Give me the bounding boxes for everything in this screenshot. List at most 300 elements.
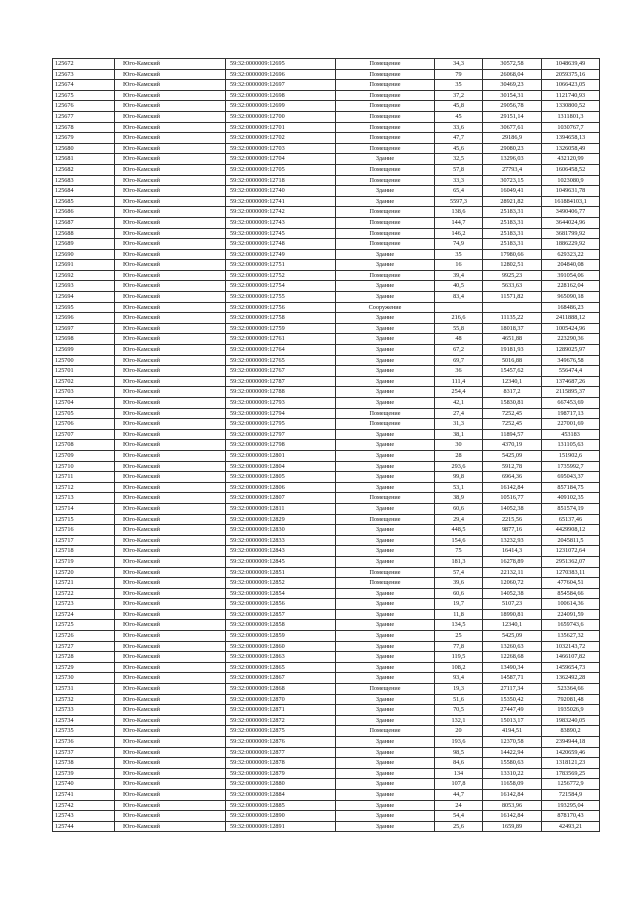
cadastral-number-cell: 59:32:0000009:12740	[226, 186, 336, 197]
cadastral-value-cell: 151902,6	[542, 450, 600, 461]
cadastral-number-cell: 59:32:0000009:12872	[226, 715, 336, 726]
table-row	[53, 503, 600, 514]
object-type-cell: Здание	[336, 154, 435, 165]
table-row	[53, 684, 600, 695]
district-cell: Юго-Камский	[115, 758, 226, 769]
row-number: 125680	[53, 143, 115, 154]
row-number: 125730	[53, 673, 115, 684]
cadastral-number-cell: 59:32:0000009:12851	[226, 567, 336, 578]
cadastral-value-cell: 1231072,64	[542, 546, 600, 557]
area-cell: 27,4	[435, 408, 483, 419]
object-type-cell: Помещение	[336, 419, 435, 430]
cadastral-number-cell: 59:32:0000009:12793	[226, 398, 336, 409]
cadastral-value-cell: 556474,4	[542, 366, 600, 377]
object-type-cell: Помещение	[336, 567, 435, 578]
area-cell: 37,2	[435, 90, 483, 101]
area-cell: 98,5	[435, 747, 483, 758]
cadastral-value-cell: 432120,99	[542, 154, 600, 165]
row-number: 125720	[53, 567, 115, 578]
area-cell: 93,4	[435, 673, 483, 684]
area-cell: 36	[435, 366, 483, 377]
district-cell: Юго-Камский	[115, 514, 226, 525]
area-cell: 77,8	[435, 641, 483, 652]
area-cell: 448,5	[435, 525, 483, 536]
table-row	[53, 133, 600, 144]
row-number: 125733	[53, 705, 115, 716]
district-cell: Юго-Камский	[115, 673, 226, 684]
cadastral-number-cell: 59:32:0000009:12797	[226, 429, 336, 440]
cadastral-number-cell: 59:32:0000009:12854	[226, 588, 336, 599]
table-row	[53, 546, 600, 557]
cadastral-value-cell: 1420659,46	[542, 747, 600, 758]
row-number: 125704	[53, 398, 115, 409]
unit-value-cell: 15013,17	[483, 715, 542, 726]
cadastral-value-cell: 857184,75	[542, 482, 600, 493]
cadastral-value-cell: 2115895,37	[542, 387, 600, 398]
area-cell: 48	[435, 334, 483, 345]
area-cell: 28	[435, 450, 483, 461]
cadastral-value-cell: 1983240,05	[542, 715, 600, 726]
area-cell: 45,6	[435, 143, 483, 154]
row-number: 125724	[53, 609, 115, 620]
area-cell: 107,8	[435, 779, 483, 790]
cadastral-number-cell: 59:32:0000009:12858	[226, 620, 336, 631]
cadastral-value-cell: 1318121,23	[542, 758, 600, 769]
object-type-cell: Помещение	[336, 143, 435, 154]
table-row	[53, 609, 600, 620]
cadastral-number-cell: 59:32:0000009:12759	[226, 323, 336, 334]
unit-value-cell: 16278,89	[483, 556, 542, 567]
cadastral-number-cell: 59:32:0000009:12891	[226, 821, 336, 832]
object-type-cell: Помещение	[336, 101, 435, 112]
cadastral-value-cell: 1289025,97	[542, 345, 600, 356]
cadastral-value-cell: 100614,36	[542, 599, 600, 610]
district-cell: Юго-Камский	[115, 133, 226, 144]
district-cell: Юго-Камский	[115, 323, 226, 334]
unit-value-cell: 7252,45	[483, 419, 542, 430]
row-number: 125696	[53, 313, 115, 324]
cadastral-value-table	[52, 58, 600, 832]
district-cell: Юго-Камский	[115, 789, 226, 800]
row-number: 125706	[53, 419, 115, 430]
district-cell: Юго-Камский	[115, 143, 226, 154]
object-type-cell: Здание	[336, 355, 435, 366]
object-type-cell: Здание	[336, 292, 435, 303]
area-cell: 44,7	[435, 789, 483, 800]
object-type-cell: Здание	[336, 249, 435, 260]
district-cell: Юго-Камский	[115, 59, 226, 70]
table-row	[53, 461, 600, 472]
unit-value-cell: 11135,22	[483, 313, 542, 324]
cadastral-value-cell: 1362492,28	[542, 673, 600, 684]
cadastral-value-cell: 204840,08	[542, 260, 600, 271]
unit-value-cell: 12340,1	[483, 376, 542, 387]
unit-value-cell: 4651,88	[483, 334, 542, 345]
cadastral-number-cell: 59:32:0000009:12752	[226, 270, 336, 281]
unit-value-cell: 14052,38	[483, 503, 542, 514]
area-cell: 146,2	[435, 228, 483, 239]
unit-value-cell: 25183,31	[483, 207, 542, 218]
area-cell: 20	[435, 726, 483, 737]
unit-value-cell: 28921,82	[483, 196, 542, 207]
cadastral-value-cell: 65137,46	[542, 514, 600, 525]
cadastral-number-cell: 59:32:0000009:12857	[226, 609, 336, 620]
district-cell: Юго-Камский	[115, 186, 226, 197]
district-cell: Юго-Камский	[115, 715, 226, 726]
unit-value-cell: 14052,38	[483, 588, 542, 599]
table-row	[53, 164, 600, 175]
area-cell: 54,4	[435, 811, 483, 822]
cadastral-value-cell: 523364,66	[542, 684, 600, 695]
object-type-cell: Здание	[336, 366, 435, 377]
area-cell: 38,1	[435, 429, 483, 440]
cadastral-value-cell: 1049631,78	[542, 186, 600, 197]
table-row	[53, 387, 600, 398]
area-cell: 39,4	[435, 270, 483, 281]
cadastral-number-cell: 59:32:0000009:12884	[226, 789, 336, 800]
object-type-cell: Здание	[336, 620, 435, 631]
district-cell: Юго-Камский	[115, 588, 226, 599]
area-cell: 45,8	[435, 101, 483, 112]
district-cell: Юго-Камский	[115, 482, 226, 493]
district-cell: Юго-Камский	[115, 154, 226, 165]
unit-value-cell: 9925,23	[483, 270, 542, 281]
row-number: 125718	[53, 546, 115, 557]
district-cell: Юго-Камский	[115, 599, 226, 610]
row-number: 125675	[53, 90, 115, 101]
unit-value-cell: 13260,63	[483, 641, 542, 652]
row-number: 125687	[53, 217, 115, 228]
unit-value-cell: 5633,63	[483, 281, 542, 292]
district-cell: Юго-Камский	[115, 821, 226, 832]
district-cell: Юго-Камский	[115, 175, 226, 186]
unit-value-cell: 1659,89	[483, 821, 542, 832]
cadastral-number-cell: 59:32:0000009:12879	[226, 768, 336, 779]
cadastral-value-cell: 629323,22	[542, 249, 600, 260]
district-cell: Юго-Камский	[115, 376, 226, 387]
cadastral-number-cell: 59:32:0000009:12811	[226, 503, 336, 514]
unit-value-cell: 2215,56	[483, 514, 542, 525]
table-row	[53, 482, 600, 493]
cadastral-number-cell: 59:32:0000009:12741	[226, 196, 336, 207]
cadastral-number-cell: 59:32:0000009:12870	[226, 694, 336, 705]
area-cell: 99,8	[435, 472, 483, 483]
row-number: 125697	[53, 323, 115, 334]
area-cell: 57,8	[435, 164, 483, 175]
table-row	[53, 556, 600, 567]
object-type-cell: Здание	[336, 588, 435, 599]
unit-value-cell: 4194,51	[483, 726, 542, 737]
row-number: 125673	[53, 69, 115, 80]
table-row	[53, 217, 600, 228]
table-row	[53, 673, 600, 684]
district-cell: Юго-Камский	[115, 620, 226, 631]
table-row	[53, 726, 600, 737]
table-row	[53, 366, 600, 377]
row-number: 125741	[53, 789, 115, 800]
cadastral-number-cell: 59:32:0000009:12885	[226, 800, 336, 811]
area-cell: 24	[435, 800, 483, 811]
object-type-cell: Здание	[336, 631, 435, 642]
district-cell: Юго-Камский	[115, 546, 226, 557]
unit-value-cell: 13296,03	[483, 154, 542, 165]
unit-value-cell: 16049,41	[483, 186, 542, 197]
object-type-cell: Здание	[336, 196, 435, 207]
cadastral-number-cell: 59:32:0000009:12833	[226, 535, 336, 546]
area-cell: 144,7	[435, 217, 483, 228]
district-cell: Юго-Камский	[115, 90, 226, 101]
district-cell: Юго-Камский	[115, 239, 226, 250]
table-row	[53, 143, 600, 154]
row-number: 125677	[53, 111, 115, 122]
row-number: 125719	[53, 556, 115, 567]
object-type-cell: Помещение	[336, 270, 435, 281]
object-type-cell: Здание	[336, 789, 435, 800]
district-cell: Юго-Камский	[115, 768, 226, 779]
district-cell: Юго-Камский	[115, 567, 226, 578]
district-cell: Юго-Камский	[115, 249, 226, 260]
object-type-cell: Здание	[336, 747, 435, 758]
object-type-cell: Здание	[336, 737, 435, 748]
cadastral-number-cell: 59:32:0000009:12700	[226, 111, 336, 122]
object-type-cell: Помещение	[336, 578, 435, 589]
object-type-cell: Помещение	[336, 90, 435, 101]
table-row	[53, 789, 600, 800]
district-cell: Юго-Камский	[115, 556, 226, 567]
row-number: 125738	[53, 758, 115, 769]
area-cell: 38,9	[435, 493, 483, 504]
unit-value-cell: 25183,31	[483, 239, 542, 250]
district-cell: Юго-Камский	[115, 535, 226, 546]
cadastral-number-cell: 59:32:0000009:12754	[226, 281, 336, 292]
object-type-cell: Здание	[336, 313, 435, 324]
district-cell: Юго-Камский	[115, 292, 226, 303]
row-number: 125709	[53, 450, 115, 461]
row-number: 125740	[53, 779, 115, 790]
cadastral-number-cell: 59:32:0000009:12863	[226, 652, 336, 663]
object-type-cell: Здание	[336, 323, 435, 334]
cadastral-number-cell: 59:32:0000009:12845	[226, 556, 336, 567]
cadastral-value-cell: 3681799,92	[542, 228, 600, 239]
cadastral-number-cell: 59:32:0000009:12743	[226, 217, 336, 228]
district-cell: Юго-Камский	[115, 811, 226, 822]
cadastral-value-cell: 1270383,11	[542, 567, 600, 578]
table-row	[53, 493, 600, 504]
cadastral-number-cell: 59:32:0000009:12748	[226, 239, 336, 250]
cadastral-value-cell: 851574,19	[542, 503, 600, 514]
table-row	[53, 450, 600, 461]
cadastral-value-cell: 878170,43	[542, 811, 600, 822]
cadastral-value-cell: 1935026,9	[542, 705, 600, 716]
unit-value-cell: 15350,42	[483, 694, 542, 705]
area-cell: 39,6	[435, 578, 483, 589]
area-cell: 132,1	[435, 715, 483, 726]
table-row	[53, 631, 600, 642]
cadastral-number-cell: 59:32:0000009:12801	[226, 450, 336, 461]
object-type-cell: Здание	[336, 768, 435, 779]
area-cell: 216,6	[435, 313, 483, 324]
district-cell: Юго-Камский	[115, 270, 226, 281]
table-row	[53, 588, 600, 599]
area-cell: 33,3	[435, 175, 483, 186]
unit-value-cell: 22132,11	[483, 567, 542, 578]
table-row	[53, 662, 600, 673]
cadastral-value-cell: 1459654,73	[542, 662, 600, 673]
unit-value-cell: 15830,81	[483, 398, 542, 409]
cadastral-number-cell: 59:32:0000009:12806	[226, 482, 336, 493]
object-type-cell: Помещение	[336, 111, 435, 122]
object-type-cell: Здание	[336, 450, 435, 461]
area-cell: 33,6	[435, 122, 483, 133]
cadastral-value-cell: 2394944,18	[542, 737, 600, 748]
cadastral-value-cell: 792081,48	[542, 694, 600, 705]
district-cell: Юго-Камский	[115, 217, 226, 228]
table-row	[53, 779, 600, 790]
area-cell: 60,6	[435, 588, 483, 599]
district-cell: Юго-Камский	[115, 387, 226, 398]
area-cell: 16	[435, 260, 483, 271]
table-row	[53, 429, 600, 440]
table-row	[53, 355, 600, 366]
row-number: 125683	[53, 175, 115, 186]
table-row	[53, 578, 600, 589]
object-type-cell: Помещение	[336, 59, 435, 70]
row-number: 125707	[53, 429, 115, 440]
row-number: 125705	[53, 408, 115, 419]
object-type-cell: Здание	[336, 440, 435, 451]
unit-value-cell: 15580,63	[483, 758, 542, 769]
cadastral-number-cell: 59:32:0000009:12877	[226, 747, 336, 758]
object-type-cell: Здание	[336, 503, 435, 514]
cadastral-number-cell: 59:32:0000009:12795	[226, 419, 336, 430]
table-row	[53, 59, 600, 70]
object-type-cell: Здание	[336, 779, 435, 790]
table-row	[53, 747, 600, 758]
cadastral-number-cell: 59:32:0000009:12875	[226, 726, 336, 737]
area-cell: 29,4	[435, 514, 483, 525]
district-cell: Юго-Камский	[115, 228, 226, 239]
object-type-cell: Здание	[336, 800, 435, 811]
district-cell: Юго-Камский	[115, 472, 226, 483]
object-type-cell: Здание	[336, 705, 435, 716]
row-number: 125729	[53, 662, 115, 673]
cadastral-number-cell: 59:32:0000009:12876	[226, 737, 336, 748]
object-type-cell: Здание	[336, 472, 435, 483]
table-row	[53, 567, 600, 578]
unit-value-cell: 18990,81	[483, 609, 542, 620]
cadastral-value-cell: 1659743,6	[542, 620, 600, 631]
cadastral-number-cell: 59:32:0000009:12702	[226, 133, 336, 144]
district-cell: Юго-Камский	[115, 578, 226, 589]
row-number: 125692	[53, 270, 115, 281]
cadastral-value-cell: 1311801,3	[542, 111, 600, 122]
cadastral-value-cell: 1735992,7	[542, 461, 600, 472]
unit-value-cell: 8317,2	[483, 387, 542, 398]
cadastral-number-cell: 59:32:0000009:12701	[226, 122, 336, 133]
cadastral-value-cell: 168486,23	[542, 302, 600, 313]
object-type-cell: Помещение	[336, 684, 435, 695]
cadastral-number-cell: 59:32:0000009:12890	[226, 811, 336, 822]
object-type-cell: Помещение	[336, 69, 435, 80]
district-cell: Юго-Камский	[115, 196, 226, 207]
object-type-cell: Здание	[336, 334, 435, 345]
area-cell: 119,5	[435, 652, 483, 663]
cadastral-value-cell: 1032143,72	[542, 641, 600, 652]
row-number: 125727	[53, 641, 115, 652]
table-row	[53, 800, 600, 811]
row-number: 125701	[53, 366, 115, 377]
table-row	[53, 228, 600, 239]
row-number: 125716	[53, 525, 115, 536]
table-row	[53, 122, 600, 133]
cadastral-value-cell: 391054,06	[542, 270, 600, 281]
unit-value-cell: 16142,84	[483, 811, 542, 822]
row-number: 125728	[53, 652, 115, 663]
row-number: 125711	[53, 472, 115, 483]
unit-value-cell: 10516,77	[483, 493, 542, 504]
unit-value-cell: 25183,31	[483, 228, 542, 239]
district-cell: Юго-Камский	[115, 737, 226, 748]
cadastral-value-cell: 42493,21	[542, 821, 600, 832]
district-cell: Юго-Камский	[115, 440, 226, 451]
table-row	[53, 525, 600, 536]
row-number: 125736	[53, 737, 115, 748]
district-cell: Юго-Камский	[115, 398, 226, 409]
area-cell: 134	[435, 768, 483, 779]
area-cell: 79	[435, 69, 483, 80]
cadastral-number-cell: 59:32:0000009:12705	[226, 164, 336, 175]
district-cell: Юго-Камский	[115, 662, 226, 673]
cadastral-number-cell: 59:32:0000009:12804	[226, 461, 336, 472]
document-page	[52, 58, 599, 832]
table-row	[53, 323, 600, 334]
row-number: 125744	[53, 821, 115, 832]
cadastral-value-cell: 131105,63	[542, 440, 600, 451]
area-cell: 57,4	[435, 567, 483, 578]
cadastral-number-cell: 59:32:0000009:12756	[226, 302, 336, 313]
row-number: 125717	[53, 535, 115, 546]
row-number: 125734	[53, 715, 115, 726]
area-cell: 75	[435, 546, 483, 557]
table-row	[53, 811, 600, 822]
area-cell: 40,5	[435, 281, 483, 292]
table-row	[53, 419, 600, 430]
cadastral-value-cell: 1466107,82	[542, 652, 600, 663]
area-cell: 134,5	[435, 620, 483, 631]
table-row	[53, 207, 600, 218]
cadastral-value-cell: 2411888,12	[542, 313, 600, 324]
district-cell: Юго-Камский	[115, 122, 226, 133]
cadastral-value-cell: 193295,04	[542, 800, 600, 811]
district-cell: Юго-Камский	[115, 800, 226, 811]
cadastral-number-cell: 59:32:0000009:12787	[226, 376, 336, 387]
district-cell: Юго-Камский	[115, 694, 226, 705]
table-row	[53, 90, 600, 101]
table-row	[53, 260, 600, 271]
area-cell: 60,6	[435, 503, 483, 514]
row-number: 125685	[53, 196, 115, 207]
district-cell: Юго-Камский	[115, 461, 226, 472]
row-number: 125721	[53, 578, 115, 589]
unit-value-cell: 30723,15	[483, 175, 542, 186]
unit-value-cell: 17980,66	[483, 249, 542, 260]
district-cell: Юго-Камский	[115, 101, 226, 112]
object-type-cell: Помещение	[336, 80, 435, 91]
cadastral-value-cell: 135627,32	[542, 631, 600, 642]
area-cell: 69,7	[435, 355, 483, 366]
table-row	[53, 705, 600, 716]
district-cell: Юго-Камский	[115, 366, 226, 377]
